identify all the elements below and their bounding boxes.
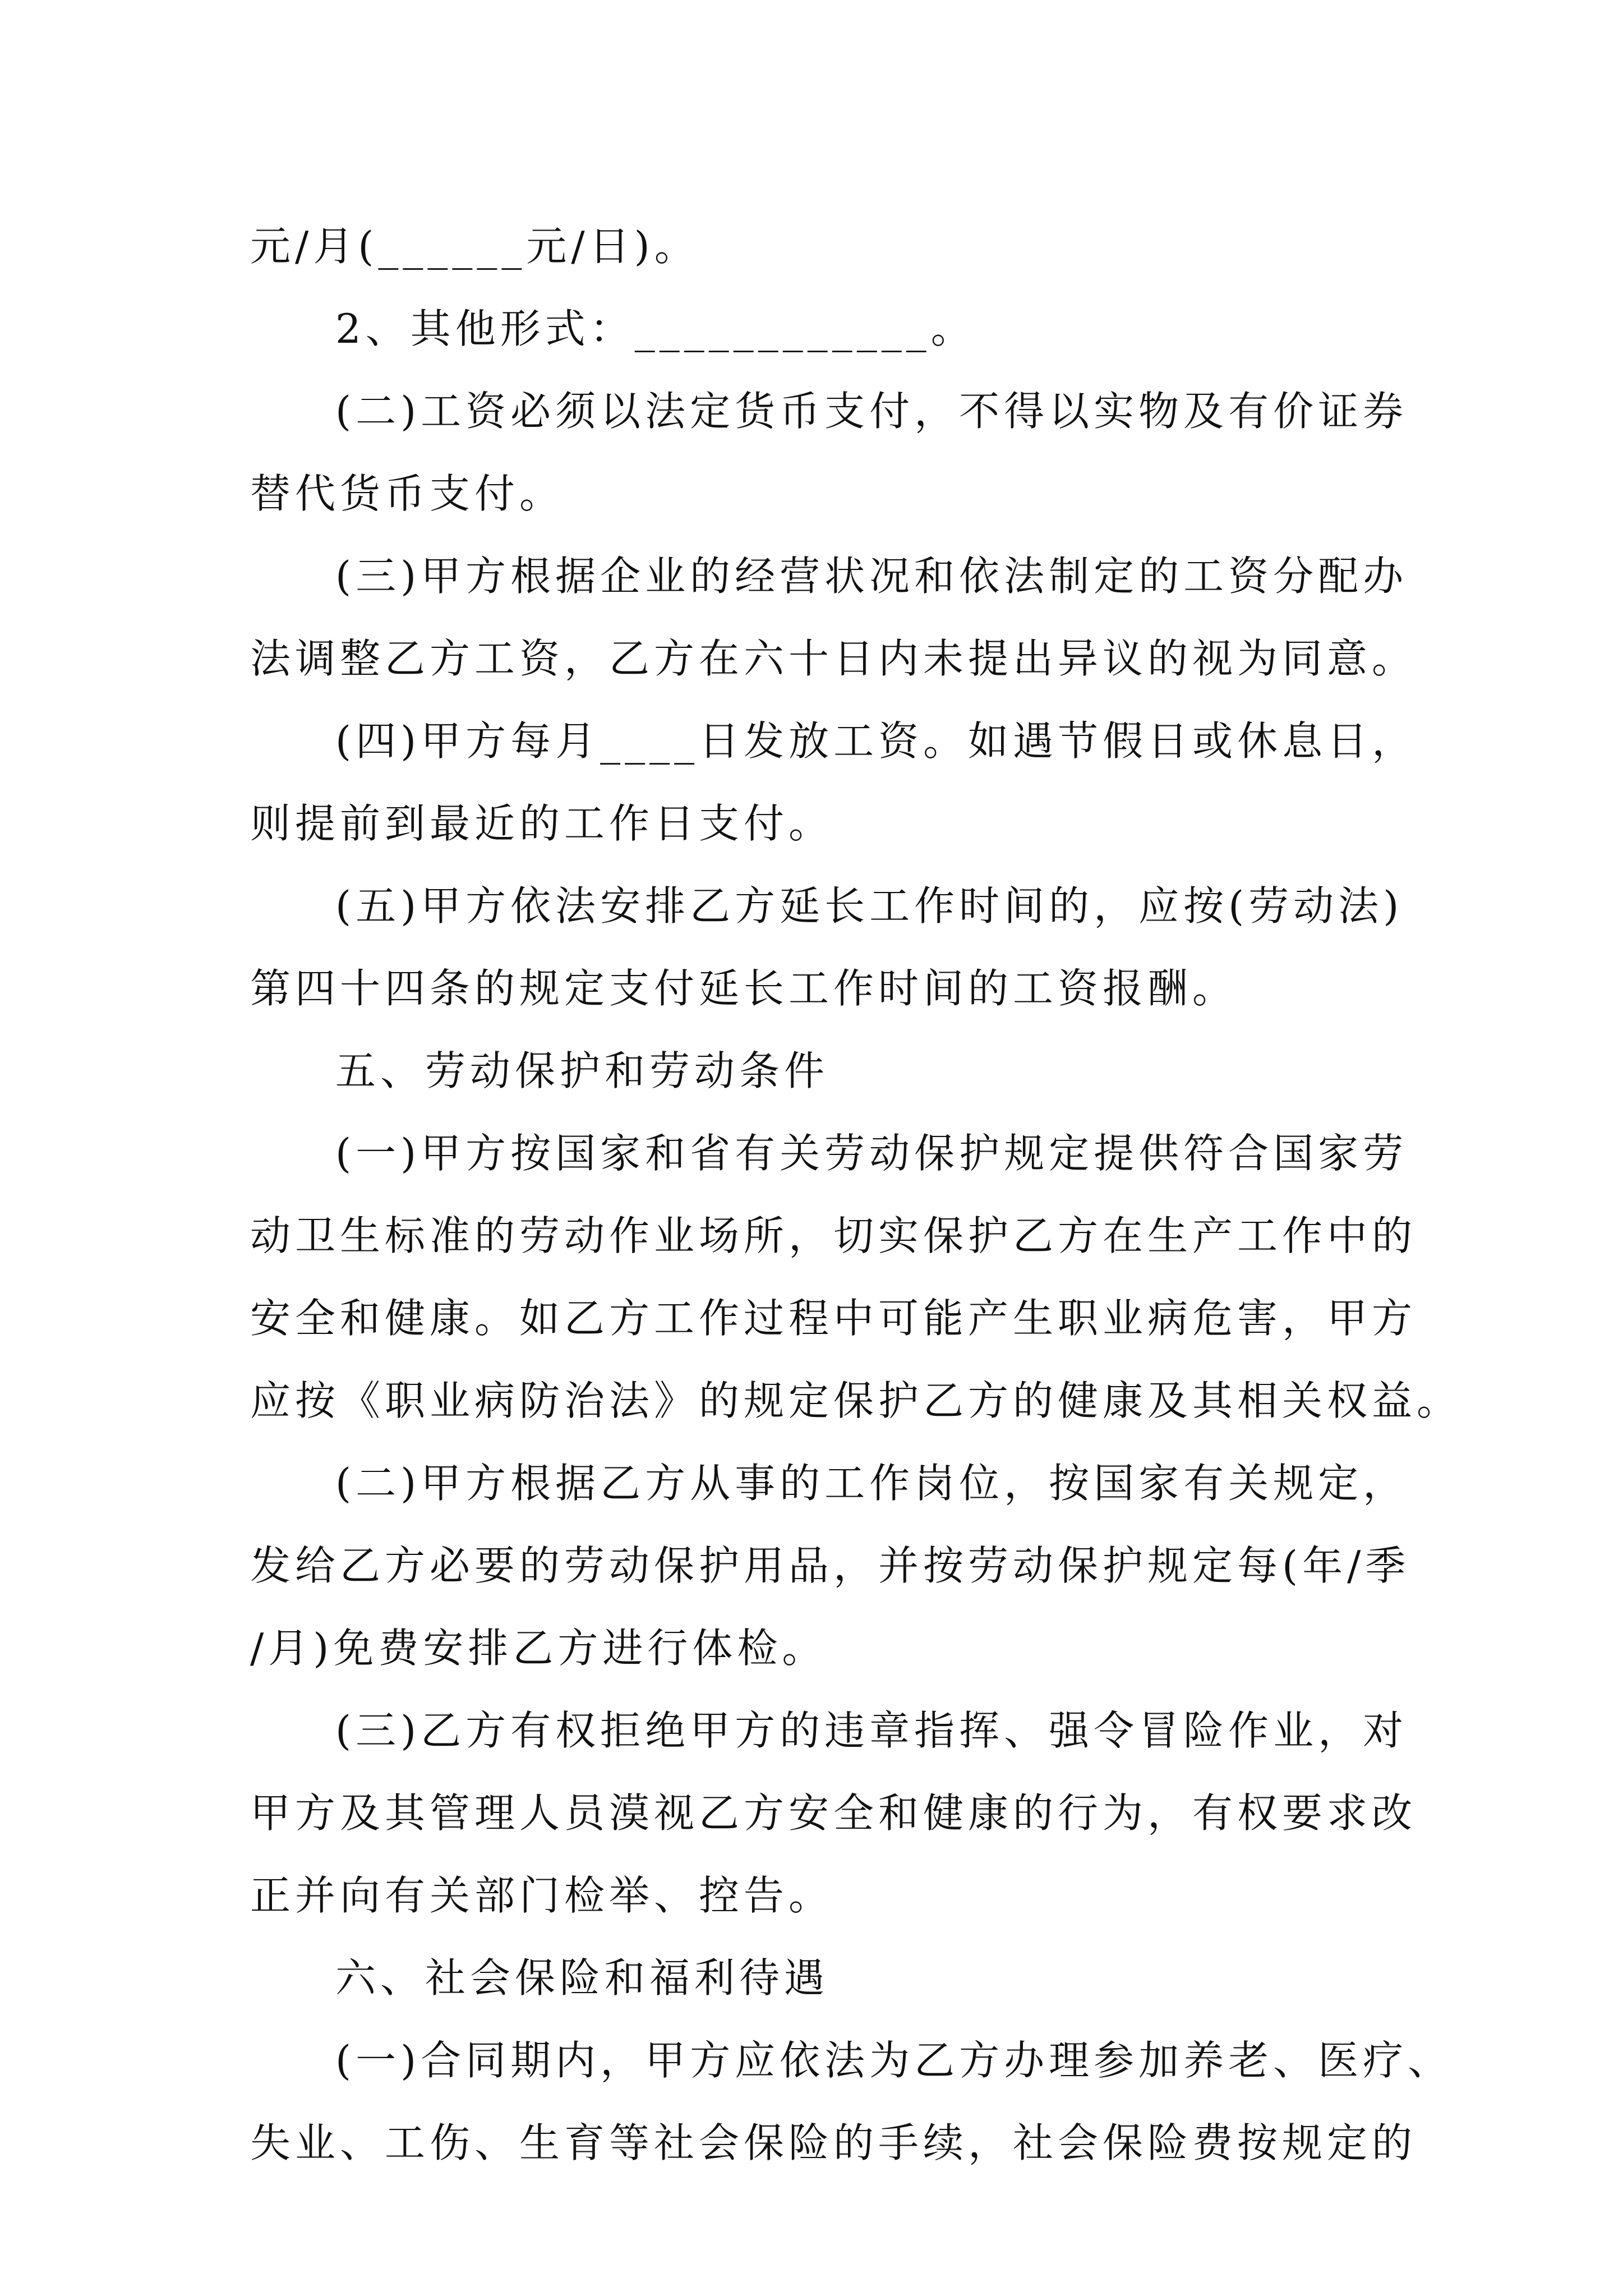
body-line: (二)甲方根据乙方从事的工作岗位，按国家有关规定，	[335, 1460, 1408, 1507]
body-line: (二)工资必须以法定货币支付，不得以实物及有价证券	[335, 388, 1408, 435]
section-heading: 五、劳动保护和劳动条件	[335, 1047, 829, 1094]
body-line: 元/月(______元/日)。	[250, 223, 699, 270]
body-line: 替代货币支付。	[250, 470, 565, 517]
body-line: 动卫生标准的劳动作业场所，切实保护乙方在生产工作中的	[250, 1212, 1417, 1259]
section-heading: 六、社会保险和福利待遇	[335, 1954, 829, 2001]
body-line: 安全和健康。如乙方工作过程中可能产生职业病危害，甲方	[250, 1295, 1417, 1342]
body-line: 应按《职业病防治法》的规定保护乙方的健康及其相关权益。	[250, 1377, 1462, 1424]
body-line: 2、其他形式：____________。	[335, 305, 976, 352]
body-line: (四)甲方每月____日发放工资。如遇节假日或休息日，	[335, 717, 1417, 765]
body-line: 发给乙方必要的劳动保护用品，并按劳动保护规定每(年/季	[250, 1542, 1410, 1589]
body-line: 法调整乙方工资，乙方在六十日内未提出异议的视为同意。	[250, 635, 1417, 682]
body-line: /月)免费安排乙方进行体检。	[250, 1625, 827, 1672]
body-line: 正并向有关部门检举、控告。	[250, 1872, 834, 1919]
body-line: 甲方及其管理人员漠视乙方安全和健康的行为，有权要求改	[250, 1789, 1417, 1837]
document-body	[250, 205, 1462, 2184]
body-line: (三)甲方根据企业的经营状况和依法制定的工资分配办	[335, 553, 1408, 600]
body-line: 失业、工伤、生育等社会保险的手续，社会保险费按规定的	[250, 2119, 1417, 2166]
body-line: (一)合同期内，甲方应依法为乙方办理参加养老、医疗、	[335, 2037, 1453, 2084]
body-line: 则提前到最近的工作日支付。	[250, 800, 834, 847]
body-line: (五)甲方依法安排乙方延长工作时间的，应按(劳动法)	[335, 882, 1404, 930]
body-line: 第四十四条的规定支付延长工作时间的工资报酬。	[250, 965, 1238, 1012]
body-line: (一)甲方按国家和省有关劳动保护规定提供符合国家劳	[335, 1130, 1408, 1177]
body-line: (三)乙方有权拒绝甲方的违章指挥、强令冒险作业，对	[335, 1707, 1408, 1754]
